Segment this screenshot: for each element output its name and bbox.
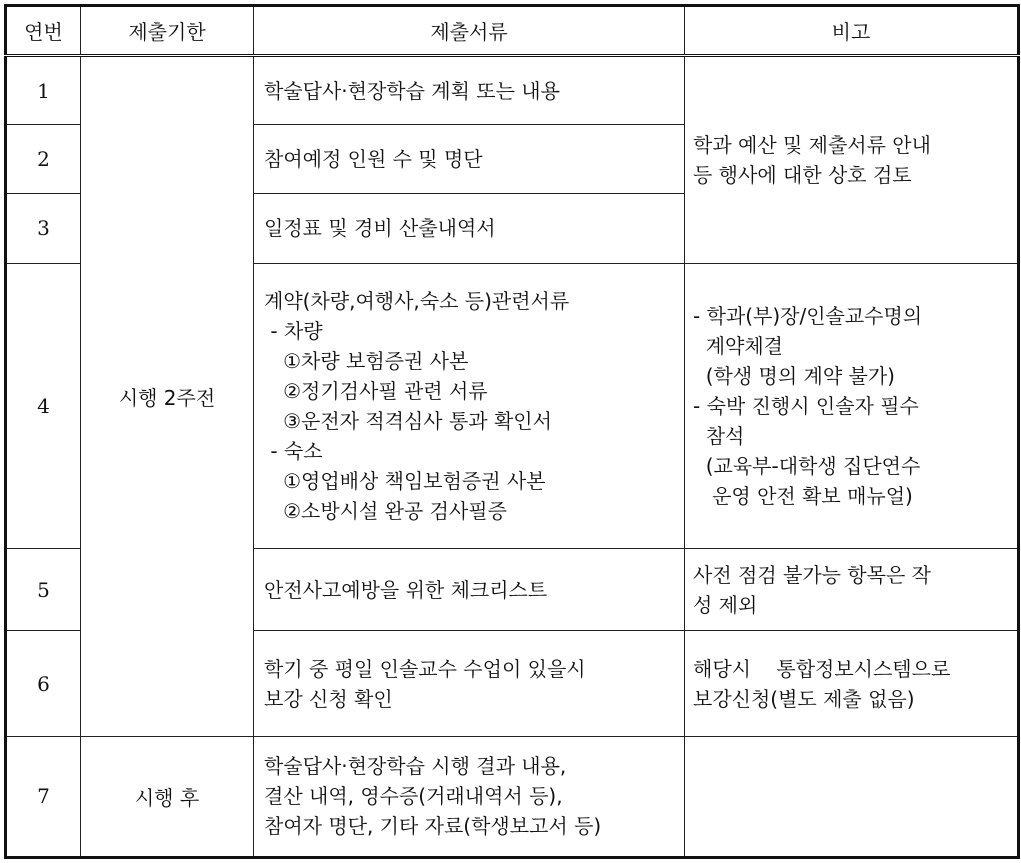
document-cell	[254, 736, 685, 857]
header-documents: 제출서류	[254, 6, 685, 56]
document-cell	[254, 549, 685, 631]
document-line: 보강 신청 확인	[264, 686, 393, 711]
row-number: 2	[6, 125, 81, 194]
document-line: - 차량	[264, 318, 323, 343]
remarks-line: 참석	[693, 423, 745, 448]
document-line: 학술답사·현장학습 시행 결과 내용,	[264, 754, 567, 779]
remarks-cell	[685, 631, 1019, 736]
document-line: ②정기검사필 관련 서류	[264, 378, 488, 403]
remarks-line: 등 행사에 대한 상호 검토	[693, 162, 912, 187]
remarks-line: 계약체결	[693, 333, 783, 358]
deadline-cell	[81, 56, 254, 737]
document-cell	[254, 263, 685, 549]
document-line: ①영업배상 책임보험증권 사본	[264, 468, 546, 493]
document-line: ①차량 보험증권 사본	[264, 348, 469, 373]
remarks-line: - 학과(부)장/인솔교수명의	[693, 303, 923, 328]
remarks-cell-empty	[685, 736, 1019, 857]
document-line: ③운전자 적격심사 통과 확인서	[264, 408, 552, 433]
document-line: - 숙소	[264, 438, 323, 463]
row-number: 3	[6, 194, 81, 263]
document-line: 학기 중 평일 인솔교수 수업이 있을시	[264, 656, 586, 681]
deadline-text: 시행 2주전	[118, 385, 216, 410]
deadline-cell	[81, 736, 254, 857]
document-line: 결산 내역, 영수증(거래내역서 등),	[264, 784, 563, 809]
remarks-line: (학생 명의 계약 불가)	[693, 363, 895, 388]
remarks-line: - 숙박 진행시 인솔자 필수	[693, 393, 919, 418]
document-line: 참여자 명단, 기타 자료(학생보고서 등)	[264, 814, 602, 839]
document-line: ②소방시설 완공 검사필증	[264, 498, 507, 523]
document-line: 학술답사·현장학습 계획 또는 내용	[264, 78, 560, 103]
deadline-text: 시행 후	[134, 785, 200, 810]
row-number: 1	[6, 56, 81, 125]
remarks-line: (교육부-대학생 집단연수	[693, 453, 921, 478]
table-row	[6, 736, 1019, 857]
row-number: 4	[6, 263, 81, 549]
remarks-line: 사전 점검 불가능 항목은 작	[693, 562, 931, 587]
remarks-line: 보강신청(별도 제출 없음)	[693, 686, 915, 711]
document-line: 참여예정 인원 수 및 명단	[264, 147, 483, 172]
remarks-line: 해당시 통합정보시스템으로	[693, 656, 951, 681]
remarks-cell	[685, 56, 1019, 264]
document-cell	[254, 56, 685, 125]
header-no: 연번	[6, 6, 81, 56]
header-row	[6, 6, 1019, 56]
row-number: 5	[6, 549, 81, 631]
submission-documents-table	[4, 4, 1020, 859]
remarks-cell	[685, 549, 1019, 631]
document-line: 안전사고예방을 위한 체크리스트	[264, 577, 548, 602]
document-line: 계약(차량,여행사,숙소 등)관련서류	[264, 288, 570, 313]
remarks-line: 운영 안전 확보 매뉴얼)	[693, 483, 913, 508]
remarks-cell	[685, 263, 1019, 549]
header-deadline: 제출기한	[81, 6, 254, 56]
row-number: 7	[6, 736, 81, 857]
document-cell	[254, 194, 685, 263]
row-number: 6	[6, 631, 81, 736]
table-row	[6, 56, 1019, 125]
remarks-line: 학과 예산 및 제출서류 안내	[693, 132, 931, 157]
document-line: 일정표 및 경비 산출내역서	[264, 216, 496, 241]
remarks-line: 성 제외	[693, 592, 758, 617]
document-cell	[254, 631, 685, 736]
document-cell	[254, 125, 685, 194]
header-remarks: 비고	[685, 6, 1019, 56]
